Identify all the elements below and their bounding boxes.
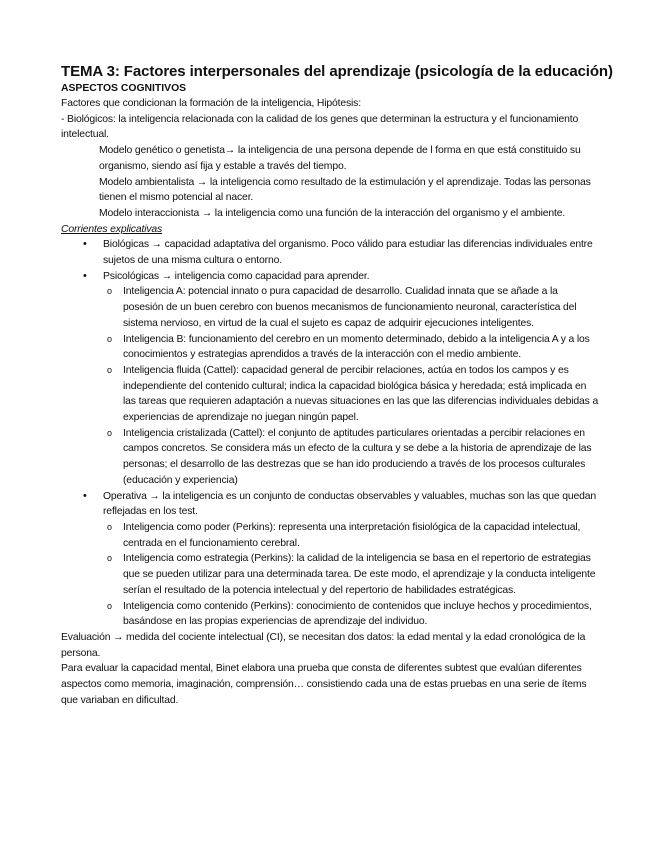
- circle-bullet-icon: o: [107, 333, 112, 344]
- list-item: [103, 363, 599, 426]
- list-item: [103, 599, 599, 630]
- corrientes-heading: Corrientes explicativas: [61, 223, 163, 235]
- corrientes-list: [61, 237, 599, 630]
- circle-bullet-icon: o: [107, 364, 112, 375]
- inteligencia-contenido: Inteligencia como contenido (Perkins): conocimiento de contenidos que incluye hechos y procedimientos, basándose en las propias experiencias de aprendizaje del individuo.: [123, 600, 592, 628]
- list-item: [61, 237, 599, 268]
- modelo-genetico: Modelo genético o genetista→ la inteligencia de una persona depende de l forma en que está constituido su organismo, siendo así fija y estable a través del tiempo.: [99, 145, 581, 172]
- document-page: [61, 62, 613, 708]
- corriente-biologicas: Biológicas → capacidad adaptativa del organismo. Poco válido para estudiar las diferencias individuales entre sujetos de una misma cultura o entorno.: [103, 239, 593, 267]
- modelo-ambientalista: Modelo ambientalista → la inteligencia como resultado de la estimulación y el aprendizaje. Todas las personas tienen el mismo potencial al nacer.: [99, 176, 591, 204]
- inteligencia-b: Inteligencia B: funcionamiento del cerebro en un momento determinado, debido a la inteligencia A y a los conocimientos y estrategias aprendidos a través de la interacción con el medio ambiente.: [123, 333, 590, 361]
- list-item: [103, 551, 599, 598]
- list-item: [103, 284, 599, 331]
- inteligencia-a: Inteligencia A: potencial innato o pura capacidad de desarrollo. Cualidad innata que se añade a la posesión de un buen cerebro con buenos mecanismos de funcionamiento neuronal, característica del sistema nervioso, en virtud de la cual el sujeto es capaz de adquirir ejecuciones inteligentes.: [123, 286, 577, 329]
- evaluacion-paragraph: Evaluación → medida del cociente intelectual (CI), se necesitan dos datos: la edad mental y la edad cronológica de la persona.: [61, 631, 586, 659]
- modelo-interaccionista: Modelo interaccionista → la inteligencia como una función de la interacción del organismo y el ambiente.: [99, 207, 566, 219]
- bullet-icon: •: [83, 269, 87, 282]
- circle-bullet-icon: o: [107, 553, 112, 564]
- document-title: TEMA 3: Factores interpersonales del aprendizaje (psicología de la educación): [61, 63, 613, 80]
- bullet-icon: •: [83, 238, 87, 251]
- binet-paragraph: Para evaluar la capacidad mental, Binet elabora una prueba que consta de diferentes subtest que evalúan diferentes aspectos como memoria, imaginación, comprensión… consistiendo cada una de estas pruebas en una serie de ítems que variaban en dificultad.: [61, 663, 587, 706]
- corriente-operativa: Operativa → la inteligencia es un conjunto de conductas observables y valuables, muchas son las que quedan reflejadas en los test.: [103, 490, 596, 518]
- intro-paragraph: Factores que condicionan la formación de la inteligencia, Hipótesis:: [61, 98, 361, 109]
- section-heading: ASPECTOS COGNITIVOS: [61, 83, 187, 94]
- inteligencia-fluida: Inteligencia fluida (Cattel): capacidad general de percibir relaciones, actúa en todos los campos y es independiente del contenido cultural; indica la capacidad biológica básica y heredada; está implicada en las tareas que requieren adaptación a nuevas situaciones en las que las diferencias individuales debidas a experiencias de aprendizaje no juegan ningún papel.: [123, 364, 599, 424]
- circle-bullet-icon: o: [107, 600, 112, 611]
- circle-bullet-icon: o: [107, 521, 112, 532]
- operativa-sublist: [103, 520, 599, 630]
- list-item: [103, 426, 599, 489]
- biologicos-paragraph: - Biológicos: la inteligencia relacionada con la calidad de los genes que determinan la estructura y el funcionamiento intelectual.: [61, 113, 579, 141]
- circle-bullet-icon: o: [107, 427, 112, 438]
- list-item: [103, 520, 599, 551]
- list-item: [61, 269, 599, 489]
- circle-bullet-icon: o: [107, 286, 112, 297]
- inteligencia-poder: Inteligencia como poder (Perkins): representa una interpretación fisiológica de la capacidad intelectual, centrada en el funcionamiento cerebral.: [123, 521, 581, 549]
- bullet-icon: •: [83, 489, 87, 502]
- corriente-psicologicas: Psicológicas → inteligencia como capacidad para aprender.: [103, 270, 370, 282]
- psicologicas-sublist: [103, 284, 599, 488]
- inteligencia-cristalizada: Inteligencia cristalizada (Cattel): el conjunto de aptitudes particulares orientadas a percibir relaciones en campos concretos. Se considera más un efecto de la cultura y se debe a la historia de aprendizaje de las personas; el desarrollo de las destrezas que se han ido produciendo a través de los procesos culturales (educación y experiencia): [123, 427, 592, 486]
- list-item: [61, 489, 599, 630]
- list-item: [103, 332, 599, 363]
- inteligencia-estrategia: Inteligencia como estrategia (Perkins): la calidad de la inteligencia se basa en el repertorio de estrategias que se pueden utilizar para una determinada tarea. De este modo, el aprendizaje y la conducta inteligente serían el resultado de la potencia intelectual y del repertorio de habilidades estratégicas.: [123, 553, 596, 596]
